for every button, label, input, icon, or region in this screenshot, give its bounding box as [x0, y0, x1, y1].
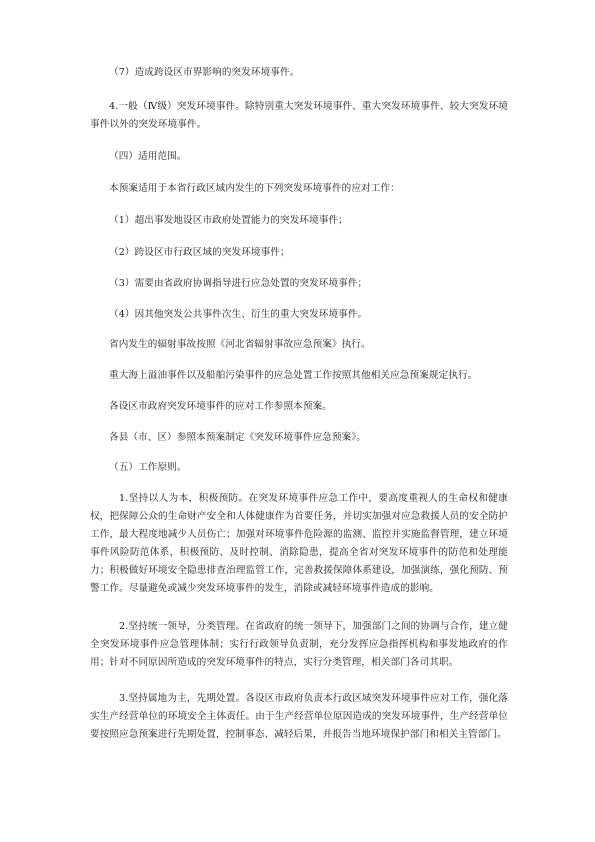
list-item-scope-1: （1）超出事发地设区市政府处置能力的突发环境事件；	[109, 215, 348, 226]
list-item-scope-2: （2）跨设区市行政区域的突发环境事件；	[109, 247, 290, 258]
paragraph-city-reference: 各设区市政府突发环境事件的应对工作参照本预案。	[109, 401, 332, 412]
section-heading-scope: （四）适用范围。	[109, 151, 187, 162]
list-item-scope-3: （3）需要由省政府协调指导进行应急处置的突发环境事件；	[109, 278, 368, 289]
paragraph-marine-oil: 重大海上溢油事件以及船舶污染事件的应急处置工作按照其他相关应急预案规定执行。	[109, 370, 478, 381]
paragraph-county-reference: 各县（市、区）参照本预案制定《突发环境事件应急预案》。	[109, 432, 366, 443]
paragraph-scope-intro: 本预案适用于本省行政区域内发生的下列突发环境事件的应对工作：	[109, 183, 400, 194]
paragraph-radiation: 省内发生的辐射事故按照《河北省辐射事故应急预案》执行。	[109, 339, 371, 350]
paragraph-principle-3: 3.坚持属地为主，先期处置。各设区市政府负责本行政区域突发环境事件应对工作，强化落实生产经营单位的环境安全主体责任。由于生产经营单位原因造成的突发环境事件，生产经营单位要按照应急预案进行先期处置，控制事态、减轻后果，并报告当地环境保护部门和相关主管部门。	[90, 693, 508, 740]
paragraph-principle-1: 1.坚持以人为本，积极预防。在突发环境事件应急工作中，要高度重视人的生命权和健康权，把保障公众的生命财产安全和人体健康作为首要任务，并切实加强对应急救援人员的安全防护工作，最大程度地减少人员伤亡；加强对环境事件危险源的监测、监控并实施监督管理，建立环境事件风险防范体系，积极预防、及时控制、消除隐患，提高全省对突发环境事件的防范和处理能力；积极做好环境安全隐患排查治理监管工作，完善救援保障体系建设，加强演练，强化预防、预警工作。尽量避免或减少突发环境事件的发生，消除或减轻环境事件造成的影响。	[90, 493, 508, 594]
paragraph-level-iv: 4.一般（Ⅳ级）突发环境事件。除特别重大突发环境事件、重大突发环境事件、较大突发环境事件以外的突发环境事件。	[90, 101, 508, 130]
section-heading-principles: （五）工作原则。	[109, 462, 187, 473]
paragraph-cross-region: （7）造成跨设区市界影响的突发环境事件。	[109, 67, 300, 78]
paragraph-principle-2: 2.坚持统一领导，分类管理。在省政府的统一领导下，加强部门之间的协调与合作，建立健全突发环境事件应急管理体制；实行行政领导负责制，充分发挥应急指挥机构和事发地政府的作用；针对不同原因所造成的突发环境事件的特点，实行分类管理，相关部门各司其职。	[90, 621, 508, 668]
list-item-scope-4: （4）因其他突发公共事件次生、衍生的重大突发环境事件。	[109, 309, 368, 320]
